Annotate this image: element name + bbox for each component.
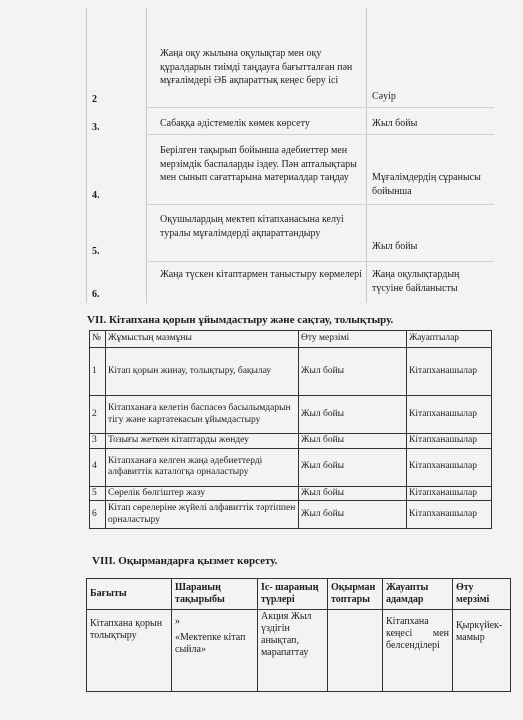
row-number: 2	[90, 396, 106, 434]
row-number: 5.	[92, 246, 100, 257]
column-header: Өту мерзімі	[453, 579, 511, 610]
table-border-left	[86, 8, 87, 303]
row-time: Жаңа оқулықтардың түсуіне байланысты	[372, 269, 460, 294]
reader-service-table	[86, 578, 511, 692]
row-topic-cell	[172, 610, 258, 692]
row-responsible-conj: мен	[432, 628, 449, 639]
column-header: Жұмыстың мазмұны	[106, 331, 299, 348]
row-description: Оқушылардың мектеп кітапханасына келуі туралы мұғалімдерді ақпараттандыру	[160, 214, 344, 239]
row-description: Сабаққа әдістемелік көмек көрсету	[160, 118, 310, 129]
row-time: Мұғалімдердің сұранысы бойынша	[372, 172, 481, 197]
row-time: Жыл бойы	[299, 501, 407, 529]
fund-organization-table	[89, 330, 492, 529]
column-header: Жауапты адамдар	[383, 579, 453, 610]
row-time: Сәуір	[372, 91, 396, 102]
table-row	[90, 434, 492, 449]
row-content: Кітап қорын жинау, толықтыру, бақылау	[106, 348, 299, 396]
row-event-type: Акция Жыл үздігін анықтап, марапаттау	[258, 610, 328, 692]
column-header: №	[90, 331, 106, 348]
column-header: Жауаптылар	[407, 331, 492, 348]
row-time: Қыркүйек-мамыр	[453, 610, 511, 692]
row-number: 2	[92, 94, 97, 105]
row-divider	[146, 107, 494, 108]
row-responsible-line2	[386, 628, 449, 640]
row-responsible: Кітапханашылар	[407, 448, 492, 486]
row-responsible: Кітапханашылар	[407, 396, 492, 434]
row-number: 4.	[92, 190, 100, 201]
row-responsible-word: кеңесі	[386, 628, 413, 639]
row-description: Жаңа оқу жылына оқулықтар мен оқу құралдарын тиімді таңдауға бағытталған пән мұғалімдері ӘБ ақпараттық кеңес беру ісі	[160, 48, 353, 86]
row-time: Жыл бойы	[372, 118, 418, 129]
row-number: 3.	[92, 122, 100, 133]
column-header: Өту мерзімі	[299, 331, 407, 348]
row-responsible-line1: Кітапхана	[386, 616, 429, 627]
row-content: Кітапханаға келген жаңа әдебиеттерді алфавиттік каталогқа орналастыру	[106, 448, 299, 486]
row-content: Тозығы жеткен кітаптарды жөндеу	[106, 434, 299, 449]
row-responsible: Кітапханашылар	[407, 348, 492, 396]
section-heading-7: VII. Кітапхана қорын ұйымдастыру және сақтау, толықтыру.	[87, 314, 394, 326]
table-row	[90, 396, 492, 434]
row-responsible: Кітапханашылар	[407, 486, 492, 501]
row-divider	[146, 204, 494, 205]
row-description: Берілген тақырып бойынша әдебиеттер мен мерзімдік баспаларды іздеу. Пән апталықтары мен сынып сағаттарына материалдар таңдау	[160, 145, 357, 183]
row-topic: «Мектепке кітап сыйла»	[175, 632, 246, 655]
row-time: Жыл бойы	[299, 396, 407, 434]
column-header: Бағыты	[87, 579, 172, 610]
row-number: 4	[90, 448, 106, 486]
table-header-row	[87, 579, 511, 610]
row-number: 1	[90, 348, 106, 396]
column-header: Оқырман топтары	[328, 579, 383, 610]
row-time: Жыл бойы	[299, 348, 407, 396]
row-divider	[146, 261, 494, 262]
row-time: Жыл бойы	[299, 434, 407, 449]
table-header-row	[90, 331, 492, 348]
row-number: 3	[90, 434, 106, 449]
row-description: Жаңа түскен кітаптармен таныстыру көрмелері	[160, 269, 362, 280]
row-content: Сөрелік бөлгіштер жазу	[106, 486, 299, 501]
row-content: Кітапханаға келетін баспасөз басылымдарын тігу және картатекасын ұйымдастыру	[106, 396, 299, 434]
table-row	[90, 448, 492, 486]
row-content: Кітап сөрелеріне жүйелі алфавиттік тәртіппен орналастыру	[106, 501, 299, 529]
table-row	[90, 501, 492, 529]
table-row	[90, 348, 492, 396]
section-heading-8: VIII. Оқырмандарға қызмет көрсету.	[92, 555, 278, 567]
row-time: Жыл бойы	[299, 448, 407, 486]
row-responsible: Кітапханашылар	[407, 501, 492, 529]
row-divider	[146, 134, 494, 135]
column-header: Іс- шараның түрлері	[258, 579, 328, 610]
row-responsible: Кітапханашылар	[407, 434, 492, 449]
row-reader-group	[328, 610, 383, 692]
table-border-col1	[146, 8, 147, 303]
library-activity-table-continued	[86, 8, 494, 303]
row-direction: Кітапхана қорын толықтыру	[87, 610, 172, 692]
row-topic-mark: »	[175, 616, 180, 627]
row-responsible-line3: белсенділері	[386, 640, 440, 651]
row-number: 6.	[92, 289, 100, 300]
column-header: Шараның тақырыбы	[172, 579, 258, 610]
row-time: Жыл бойы	[299, 486, 407, 501]
row-number: 5	[90, 486, 106, 501]
row-time: Жыл бойы	[372, 241, 418, 252]
row-number: 6	[90, 501, 106, 529]
table-row	[87, 610, 511, 692]
row-responsible-cell	[383, 610, 453, 692]
table-row	[90, 486, 492, 501]
